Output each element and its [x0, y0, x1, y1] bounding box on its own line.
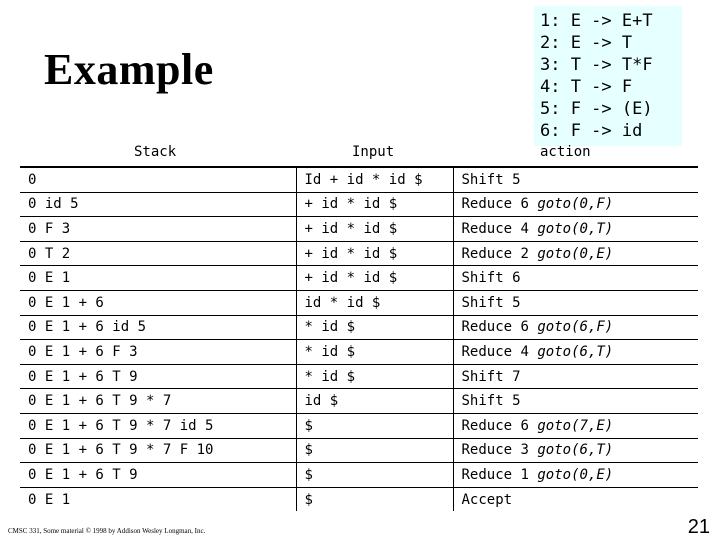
- table-row: [20, 266, 698, 291]
- goto-text: goto(6,T): [537, 343, 614, 360]
- input-cell-text: * id $: [304, 368, 356, 385]
- grammar-rule: 2: E -> T: [540, 33, 633, 53]
- action-cell: [453, 241, 698, 266]
- input-cell: [296, 438, 453, 463]
- stack-cell-text: 0 E 1: [28, 491, 71, 508]
- action-cell: [453, 413, 698, 438]
- table-row: [20, 438, 698, 463]
- goto-text: goto(0,F): [537, 196, 614, 213]
- input-cell: [296, 487, 453, 511]
- action-cell: [453, 463, 698, 488]
- stack-cell: [20, 463, 296, 488]
- input-cell: [296, 266, 453, 291]
- stack-cell-text: 0 F 3: [28, 220, 71, 237]
- action-cell: [453, 487, 698, 511]
- input-cell-text: + id * id $: [304, 220, 398, 237]
- action-cell: [453, 266, 698, 291]
- input-cell-text: + id * id $: [304, 245, 398, 262]
- action-cell: [453, 364, 698, 389]
- goto-text: goto(0,T): [537, 220, 614, 237]
- action-cell: [453, 290, 698, 315]
- stack-column-header: Stack: [134, 144, 177, 160]
- table-row: [20, 413, 698, 438]
- table-row: [20, 167, 698, 192]
- action-cell-text: Reduce 4: [461, 343, 529, 360]
- page-number: 21: [687, 516, 710, 538]
- stack-cell: [20, 438, 296, 463]
- input-cell-text: Id + id * id $: [304, 171, 423, 188]
- stack-cell: [20, 192, 296, 217]
- table-row: [20, 290, 698, 315]
- table-row: [20, 487, 698, 511]
- action-cell: [453, 167, 698, 192]
- stack-cell: [20, 413, 296, 438]
- table-row: [20, 340, 698, 365]
- input-cell-text: + id * id $: [304, 196, 398, 213]
- goto-text: goto(0,E): [537, 466, 614, 483]
- input-cell: [296, 192, 453, 217]
- stack-cell-text: 0 E 1 + 6 T 9 * 7: [28, 393, 172, 410]
- input-cell: [296, 389, 453, 414]
- action-cell-text: Reduce 3: [461, 442, 529, 459]
- action-cell-text: Reduce 6: [461, 319, 529, 336]
- stack-cell: [20, 487, 296, 511]
- stack-cell: [20, 364, 296, 389]
- goto-text: goto(0,E): [537, 245, 614, 262]
- input-cell: [296, 217, 453, 242]
- grammar-rule: 3: T -> T*F: [540, 55, 653, 75]
- input-cell-text: $: [304, 417, 313, 434]
- stack-cell-text: 0 T 2: [28, 245, 71, 262]
- goto-text: goto(6,T): [537, 442, 614, 459]
- stack-cell-text: 0: [28, 171, 37, 188]
- action-cell-text: Reduce 6: [461, 196, 529, 213]
- action-cell: [453, 217, 698, 242]
- stack-cell: [20, 266, 296, 291]
- stack-cell-text: 0 E 1 + 6 T 9 * 7 id 5: [28, 417, 214, 434]
- stack-cell: [20, 241, 296, 266]
- grammar-rule: 5: F -> (E): [540, 99, 653, 119]
- input-cell-text: + id * id $: [304, 270, 398, 287]
- input-cell-text: * id $: [304, 319, 356, 336]
- grammar-rule: 1: E -> E+T: [540, 11, 653, 31]
- input-cell: [296, 241, 453, 266]
- action-cell-text: Reduce 4: [461, 220, 529, 237]
- input-cell: [296, 413, 453, 438]
- action-cell-text: Reduce 6: [461, 417, 529, 434]
- stack-cell-text: 0 E 1 + 6 T 9 * 7 F 10: [28, 442, 214, 459]
- stack-cell: [20, 340, 296, 365]
- action-cell-text: Shift 5: [461, 393, 521, 410]
- grammar-rule: 4: T -> F: [540, 77, 633, 97]
- input-cell-text: id * id $: [304, 294, 381, 311]
- stack-cell-text: 0 E 1: [28, 270, 71, 287]
- action-cell: [453, 340, 698, 365]
- table-row: [20, 315, 698, 340]
- action-cell-text: Shift 5: [461, 294, 521, 311]
- input-cell-text: id $: [304, 393, 339, 410]
- table-row: [20, 241, 698, 266]
- input-cell-text: $: [304, 466, 313, 483]
- input-column-header: Input: [352, 144, 395, 160]
- stack-cell: [20, 167, 296, 192]
- table-row: [20, 389, 698, 414]
- action-cell: [453, 315, 698, 340]
- table-row: [20, 217, 698, 242]
- action-cell: [453, 192, 698, 217]
- action-cell: [453, 438, 698, 463]
- action-cell-text: Shift 6: [461, 270, 521, 287]
- table-row: [20, 192, 698, 217]
- table-row: [20, 364, 698, 389]
- input-cell: [296, 364, 453, 389]
- input-cell: [296, 340, 453, 365]
- stack-cell-text: 0 E 1 + 6: [28, 294, 104, 311]
- stack-cell: [20, 315, 296, 340]
- action-cell-text: Reduce 1: [461, 466, 529, 483]
- input-cell: [296, 315, 453, 340]
- parse-trace-table: [20, 166, 698, 511]
- grammar-rules-box: [534, 6, 682, 146]
- stack-cell-text: 0 E 1 + 6 id 5: [28, 319, 147, 336]
- input-cell: [296, 290, 453, 315]
- input-cell: [296, 463, 453, 488]
- stack-cell: [20, 217, 296, 242]
- action-column-header: action: [540, 144, 591, 160]
- table-row: [20, 463, 698, 488]
- stack-cell-text: 0 E 1 + 6 F 3: [28, 343, 138, 360]
- stack-cell: [20, 389, 296, 414]
- copyright-footer: CMSC 331, Some material © 1998 by Addison Wesley Longman, Inc.: [8, 527, 206, 535]
- goto-text: goto(7,E): [537, 417, 614, 434]
- stack-cell-text: 0 E 1 + 6 T 9: [28, 466, 138, 483]
- input-cell-text: $: [304, 442, 313, 459]
- action-cell: [453, 389, 698, 414]
- grammar-rule: 6: F -> id: [540, 121, 643, 141]
- action-cell-text: Accept: [461, 491, 513, 508]
- stack-cell-text: 0 E 1 + 6 T 9: [28, 368, 138, 385]
- slide-title: Example: [44, 45, 214, 94]
- input-cell: [296, 167, 453, 192]
- stack-cell-text: 0 id 5: [28, 196, 79, 213]
- action-cell-text: Reduce 2: [461, 245, 529, 262]
- input-cell-text: * id $: [304, 343, 356, 360]
- input-cell-text: $: [304, 491, 313, 508]
- stack-cell: [20, 290, 296, 315]
- action-cell-text: Shift 5: [461, 171, 521, 188]
- goto-text: goto(6,F): [537, 319, 614, 336]
- action-cell-text: Shift 7: [461, 368, 521, 385]
